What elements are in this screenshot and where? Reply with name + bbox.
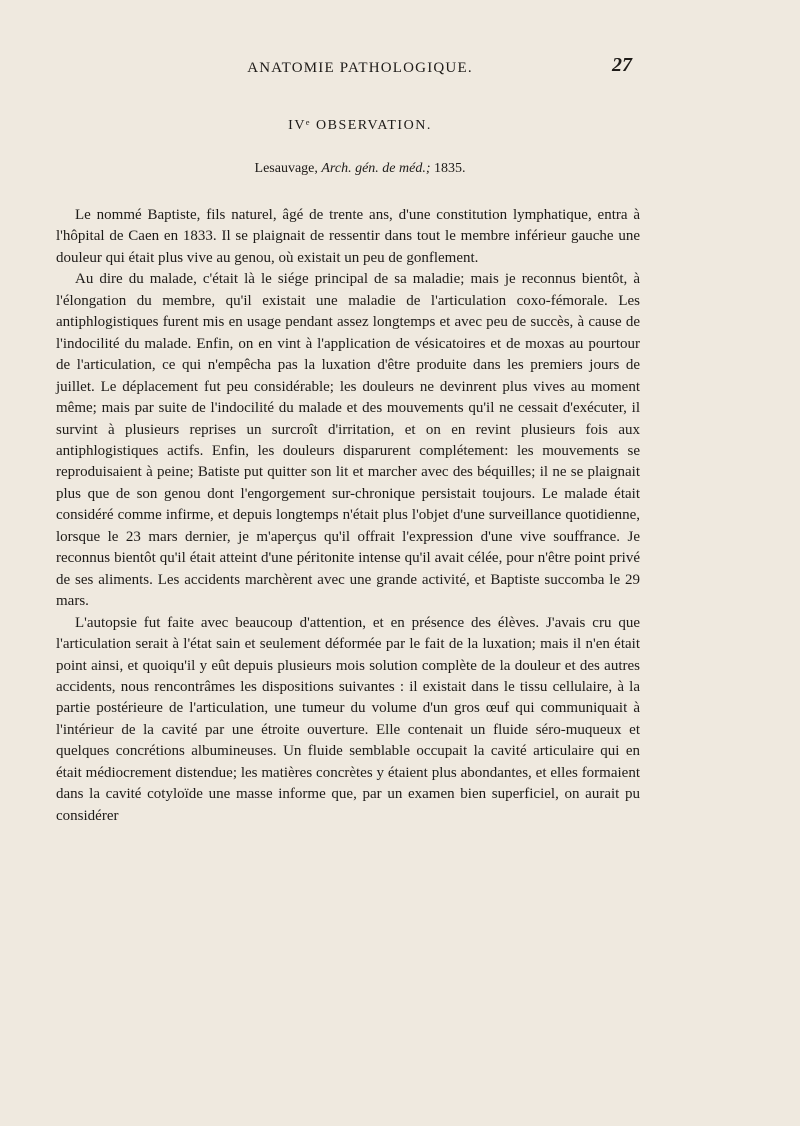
page-number: 27	[612, 54, 632, 76]
citation	[160, 161, 560, 177]
paragraph-1: Le nommé Baptiste, fils naturel, âgé de trente ans, d'une constitution lymphatique, entra à l'hôpital de Caen en 1833. Il se plaignait de ressentir dans tout le membre inférieur gauche une douleur qui était plus vive au genou, où existait un peu de gonflement.	[56, 207, 640, 266]
paragraph-2: Au dire du malade, c'était là le siége principal de sa maladie; mais je reconnus bientôt, à l'élongation du membre, qu'il existait une maladie de l'articulation coxo-fémorale. Les antiphlogistiques furent mis en usage pendant assez longtemps et avec peu de succès, à cause de l'indocilité du malade. Enfin, on en vint à l'application de vésicatoires et de moxas au pourtour de l'articulation, ce qui n'empêcha pas la luxation d'être produite dans les premiers jours de juillet. Le déplacement fut peu considérable; les douleurs ne devinrent plus vives au moment même; mais par suite de l'indocilité du malade et des mouvements qu'il ne cessait d'exécuter, il survint à plusieurs reprises un surcroît d'irritation, et on en revint plusieurs fois aux antiphlogistiques actifs. Enfin, les douleurs disparurent complétement: les mouvements se reproduisaient à peine; Batiste put quitter son lit et marcher avec des béquilles; il ne se plaignait plus que de son genou dont l'engorgement sur-chronique persistait toujours. Le malade était considéré comme infirme, et depuis longtemps n'était plus l'objet d'une surveillance quotidienne, lorsque le 23 mars dernier, je m'aperçus qu'il offrait l'expression d'une vive souffrance. Je reconnus bientôt qu'il était atteint d'une péritonite intense qu'il avait célée, pour n'être point privé de ses aliments. Les accidents marchèrent avec une grande activité, et Baptiste succomba le 29 mars.	[56, 271, 640, 610]
body-text	[56, 205, 640, 827]
citation-year: 1835.	[433, 161, 466, 176]
section-title: IVᵉ OBSERVATION.	[288, 118, 432, 133]
citation-journal: Arch. gén. de méd.;	[321, 161, 431, 176]
running-head: ANATOMIE PATHOLOGIQUE.	[247, 60, 473, 76]
paragraph-3: L'autopsie fut faite avec beaucoup d'attention, et en présence des élèves. J'avais cru que l'articulation serait à l'état sain et seulement déformée par le fait de la luxation; mais il n'en était point ainsi, et quoiqu'il y eût depuis plusieurs mois solution complète de la douleur et des autres accidents, nous rencontrâmes les dispositions suivantes : il existait dans le tissu cellulaire, à la partie postérieure de l'articulation, une tumeur du volume d'un gros œuf qui communiquait à l'intérieur de la cavité par une étroite ouverture. Elle contenait un fluide séro-muqueux et quelques concrétions albumineuses. Un fluide semblable occupait la cavité articulaire qui en était médiocrement distendue; les matières concrètes y étaient plus abondantes, et elles formaient dans la cavité cotyloïde une masse informe que, par un examen bien superficiel, on aurait pu considérer	[56, 614, 640, 824]
citation-author: Lesauvage,	[254, 161, 318, 176]
